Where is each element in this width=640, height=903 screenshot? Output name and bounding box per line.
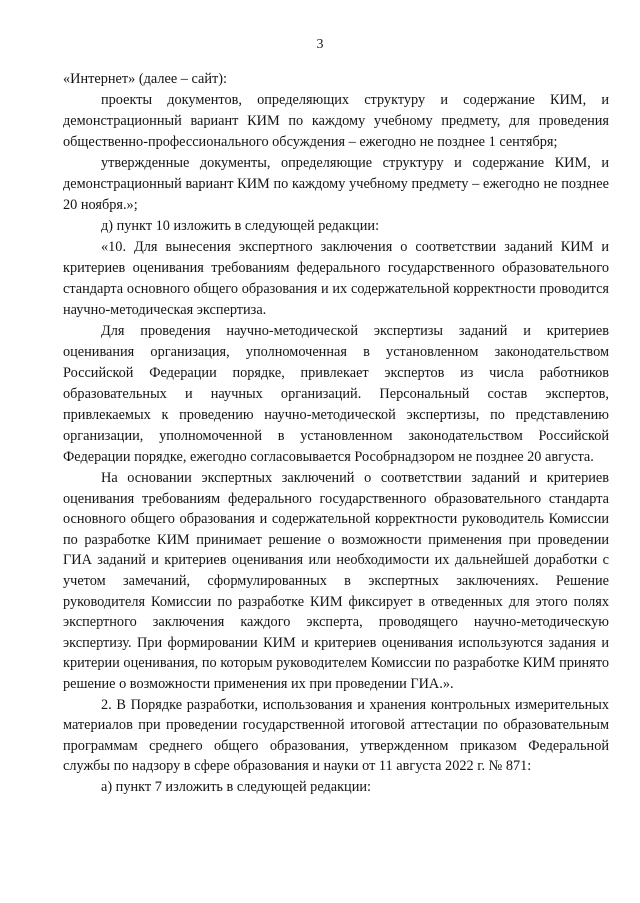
paragraph-approved-documents: утвержденные документы, определяющие структуру и содержание КИМ, и демонстрационный вариант КИМ по каждому учебному предмету – ежегодно не позднее 20 ноября.»; — [63, 155, 609, 213]
paragraph-site-intro: «Интернет» (далее – сайт): — [63, 71, 227, 87]
paragraph-draft-documents: проекты документов, определяющих структуру и содержание КИМ, и демонстрационный вариант КИМ по каждому учебному предмету, для проведения общественно-профессионального обсуждения – ежегодно не позднее 1 сентября; — [63, 92, 609, 150]
paragraph-item-d: д) пункт 10 изложить в следующей редакции: — [101, 218, 380, 234]
page-number: 3 — [316, 37, 324, 52]
paragraph-commission-decision: На основании экспертных заключений о соответствии заданий и критериев оценивания требованиям федерального государственного образовательного стандарта основного общего образования и содержательной корректности руководитель Комиссии по разработке КИМ принимает решение о возможности применения при проведении ГИА заданий и критериев оценивания или необходимости их дальнейшей доработки с учетом замечаний, сформулированных в экспертных заключениях. Решение руководителя Комиссии по разработке КИМ фиксирует в отведенных для этого полях экспертного заключения каждого эксперта, проводящего научно-методическую экспертизу. При формировании КИМ и критериев оценивания используются задания и критерии оценивания, по которым руководителем Комиссии по разработке КИМ принято решение о возможности применения их при проведении ГИА.». — [63, 470, 609, 692]
paragraph-expertise-organization: Для проведения научно-методической экспертизы заданий и критериев оценивания организация, уполномоченная в установленном законодательством Российской Федерации порядке, привлекает экспертов из числа работников образовательных и научных организаций. Персональный состав экспертов, привлекаемых к проведению научно-методической экспертизы, по представлению организации, уполномоченной в установленном законодательством Российской Федерации порядке, ежегодно согласовывается Рособрнадзором не позднее 20 августа. — [63, 323, 609, 465]
paragraph-section-2: 2. В Порядке разработки, использования и хранения контрольных измерительных материалов при проведении государственной итоговой аттестации по образовательным программам среднего общего образования, утвержденном приказом Федеральной службы по надзору в сфере образования и науки от 11 августа 2022 г. № 871: — [63, 696, 609, 775]
document-body — [63, 69, 609, 798]
paragraph-clause-10: «10. Для вынесения экспертного заключения о соответствии заданий КИМ и критериев оценивания требованиям федерального государственного образовательного стандарта основного общего образования и их содержательной корректности проводится научно-методическая экспертиза. — [63, 239, 609, 318]
paragraph-item-a: а) пункт 7 изложить в следующей редакции: — [101, 778, 371, 795]
